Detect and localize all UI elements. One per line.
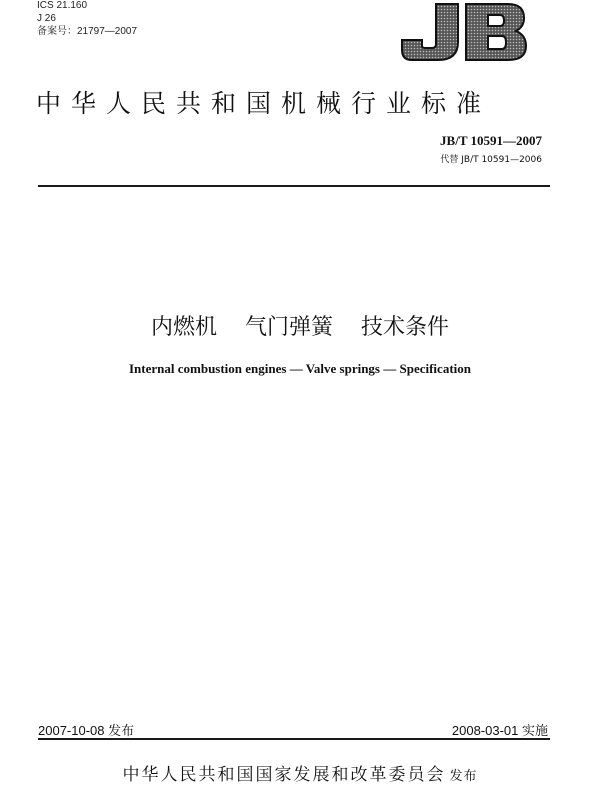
- top-divider: [38, 185, 550, 187]
- record-number: 备案号：21797—2007: [37, 26, 138, 37]
- ics-code: ICS 21.160: [37, 0, 88, 11]
- ccs-code: J 26: [37, 13, 56, 24]
- publisher: [0, 760, 600, 785]
- chinese-title: 内燃机 气门弹簧 技术条件: [151, 315, 449, 340]
- implementation-date: 2008-03-01 实施: [451, 723, 548, 738]
- issue-date: 2007-10-08 发布: [38, 723, 135, 738]
- publisher-action: 发布: [449, 769, 478, 784]
- replaces-standard: 代替 JB/T 10591—2006: [440, 155, 542, 165]
- english-title: Internal combustion engines — Valve springs — Specification: [128, 361, 471, 376]
- jb-logo: [398, 2, 530, 64]
- bottom-divider: [38, 738, 550, 740]
- publisher-name: 中华人民共和国国家发展和改革委员会: [122, 765, 446, 785]
- jb-logo-graphic: [398, 2, 530, 64]
- standard-category-title: 中华人民共和国机械行业标准: [36, 89, 492, 118]
- standard-number: [440, 133, 542, 149]
- standard-number-text: JB/T 10591—2007: [440, 133, 542, 148]
